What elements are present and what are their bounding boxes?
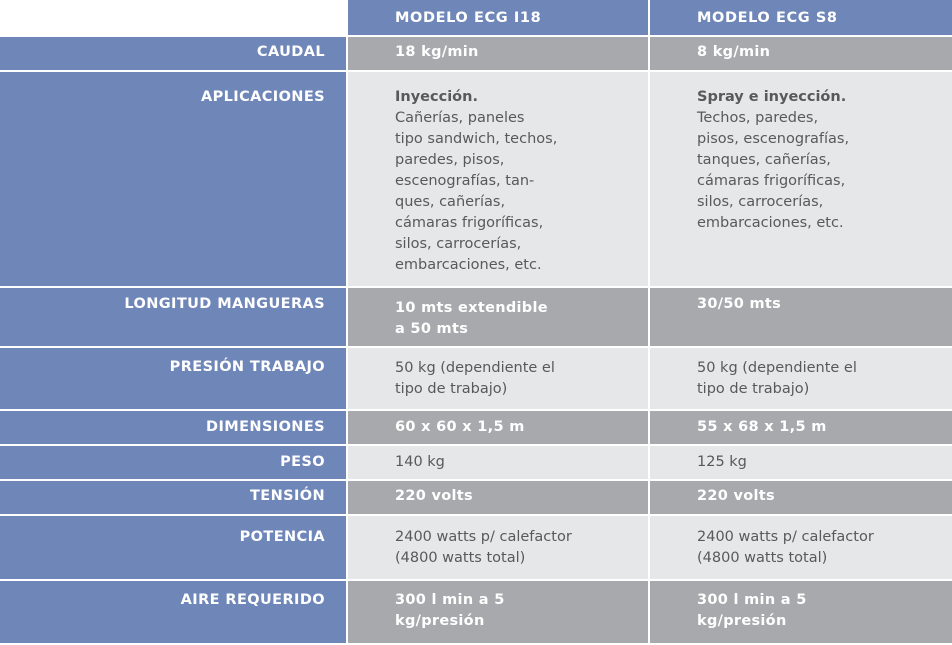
row-label-caudal: CAUDAL [0, 37, 348, 70]
row-label-aplicaciones: APLICACIONES [0, 72, 348, 286]
cell-aire-s8 [650, 581, 952, 643]
cell-caudal-i18: 18 kg/min [348, 37, 650, 70]
aplicaciones-i18-line: silos, carrocerías, [395, 236, 522, 252]
aplicaciones-s8-title: Spray e inyección. [697, 89, 847, 105]
potencia-s8-line: 2400 watts p/ calefactor [697, 529, 874, 545]
cell-dimensiones-s8: 55 x 68 x 1,5 m [650, 411, 952, 444]
cell-caudal-s8: 8 kg/min [650, 37, 952, 70]
cell-dimensiones-i18: 60 x 60 x 1,5 m [348, 411, 650, 444]
aplicaciones-i18-line: cámaras frigoríficas, [395, 215, 544, 231]
cell-tension-s8: 220 volts [650, 481, 952, 514]
aire-s8-line: kg/presión [697, 613, 787, 629]
longitud-i18-line: a 50 mts [395, 321, 469, 337]
presion-s8-line: tipo de trabajo) [697, 381, 810, 397]
table-row [0, 72, 952, 286]
aplicaciones-i18-line: ques, cañerías, [395, 194, 506, 210]
header-model-s8: MODELO ECG S8 [650, 0, 952, 35]
cell-longitud-i18 [348, 288, 650, 346]
presion-i18-line: 50 kg (dependiente el [395, 360, 555, 376]
aplicaciones-s8-line: pisos, escenografías, [697, 131, 850, 147]
table-row [0, 348, 952, 409]
cell-longitud-s8: 30/50 mts [650, 288, 952, 346]
aplicaciones-i18-title: Inyección. [395, 89, 478, 105]
aire-i18-line: 300 l min a 5 [395, 592, 505, 608]
presion-s8-line: 50 kg (dependiente el [697, 360, 857, 376]
aire-s8-line: 300 l min a 5 [697, 592, 807, 608]
cell-peso-s8: 125 kg [650, 446, 952, 479]
aplicaciones-i18-line: embarcaciones, etc. [395, 257, 542, 273]
cell-aplicaciones-s8 [650, 72, 952, 286]
longitud-i18-line: 10 mts extendible [395, 300, 548, 316]
row-label-peso: PESO [0, 446, 348, 479]
row-label-potencia: POTENCIA [0, 516, 348, 579]
row-label-tension: TENSIÓN [0, 481, 348, 514]
cell-potencia-s8 [650, 516, 952, 579]
cell-aplicaciones-i18 [348, 72, 650, 286]
table-header [0, 0, 952, 35]
table-row [0, 288, 952, 346]
cell-tension-i18: 220 volts [348, 481, 650, 514]
potencia-i18-line: 2400 watts p/ calefactor [395, 529, 572, 545]
cell-presion-i18 [348, 348, 650, 409]
table-row [0, 411, 952, 444]
cell-presion-s8 [650, 348, 952, 409]
row-label-aire-requerido: AIRE REQUERIDO [0, 581, 348, 643]
aplicaciones-i18-line: tipo sandwich, techos, [395, 131, 558, 147]
aplicaciones-i18-line: Cañerías, paneles [395, 110, 525, 126]
aplicaciones-i18-line: paredes, pisos, [395, 152, 505, 168]
row-label-dimensiones: DIMENSIONES [0, 411, 348, 444]
aire-i18-line: kg/presión [395, 613, 485, 629]
potencia-s8-line: (4800 watts total) [697, 550, 828, 566]
cell-potencia-i18 [348, 516, 650, 579]
table-row [0, 581, 952, 643]
aplicaciones-s8-line: silos, carrocerías, [697, 194, 824, 210]
aplicaciones-i18-line: escenografías, tan- [395, 173, 535, 189]
row-label-longitud-mangueras: LONGITUD MANGUERAS [0, 288, 348, 346]
aplicaciones-s8-line: tanques, cañerías, [697, 152, 831, 168]
cell-aire-i18 [348, 581, 650, 643]
table-row [0, 37, 952, 70]
potencia-i18-line: (4800 watts total) [395, 550, 526, 566]
aplicaciones-s8-line: embarcaciones, etc. [697, 215, 844, 231]
header-empty-cell [0, 0, 348, 35]
presion-i18-line: tipo de trabajo) [395, 381, 508, 397]
row-label-presion-trabajo: PRESIÓN TRABAJO [0, 348, 348, 409]
table-row [0, 516, 952, 579]
table-row [0, 481, 952, 514]
aplicaciones-s8-line: cámaras frigoríficas, [697, 173, 846, 189]
header-model-i18: MODELO ECG I18 [348, 0, 650, 35]
table-row [0, 446, 952, 479]
aplicaciones-s8-line: Techos, paredes, [697, 110, 819, 126]
cell-peso-i18: 140 kg [348, 446, 650, 479]
